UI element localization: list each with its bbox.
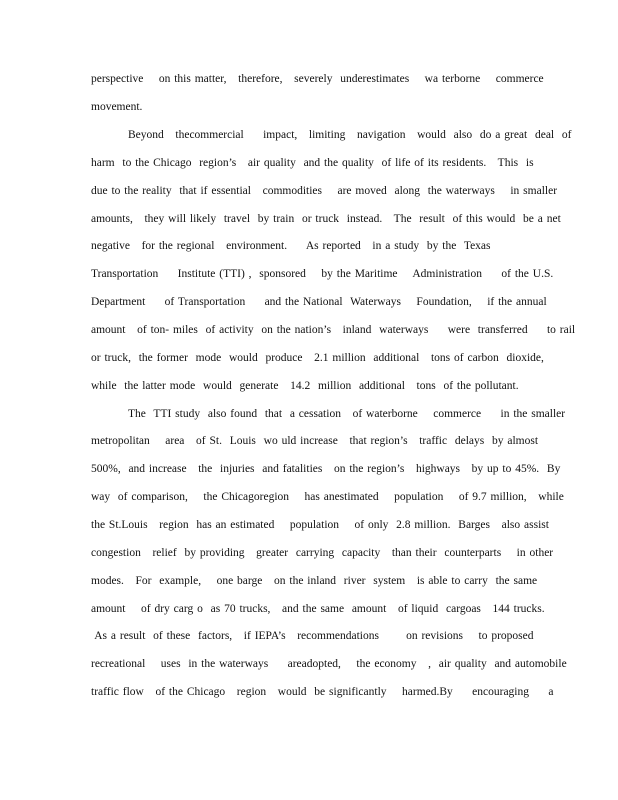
text-line-16: way of comparison, the Chicagoregion has anestimated population of 9.7 million, while	[91, 491, 564, 503]
text-line-22: recreational uses in the waterways areadopted, the economy , air quality and automobile	[91, 658, 567, 670]
text-line-18: congestion relief by providing greater carrying capacity than their counterparts in other	[91, 547, 554, 559]
text-line-23: traffic flow of the Chicago region would be significantly harmed.By encouraging a	[91, 686, 554, 698]
text-line-20: amount of dry carg o as 70 trucks, and the same amount of liquid cargoas 144 trucks.	[91, 603, 545, 615]
text-line-5: due to the reality that if essential commodities are moved along the waterways in smaller	[91, 185, 558, 197]
text-line-9: Department of Transportation and the National Waterways Foundation, if the annual	[91, 296, 547, 308]
text-line-10: amount of ton- miles of activity on the nation’s inland waterways were transferred to rail	[91, 324, 576, 336]
text-line-13: The TTI study also found that a cessation of waterborne commerce in the smaller	[128, 408, 566, 420]
text-line-3: Beyond thecommercial impact, limiting navigation would also do a great deal of	[128, 129, 572, 141]
text-line-17: the St.Louis region has an estimated population of only 2.8 million. Barges also assist	[91, 519, 549, 531]
text-line-2: movement.	[91, 101, 143, 113]
text-line-4: harm to the Chicago region’s air quality and the quality of life of its residents. This is	[91, 157, 534, 169]
text-line-21: As a result of these factors, if IEPA’s recommendations on revisions to proposed	[91, 630, 534, 642]
text-line-12: while the latter mode would generate 14.2 million additional tons of the pollutant.	[91, 380, 519, 392]
text-line-7: negative for the regional environment. As reported in a study by the Texas	[91, 240, 491, 252]
text-line-6: amounts, they will likely travel by train or truck instead. The result of this would be a net	[91, 213, 561, 225]
text-line-1: perspective on this matter, therefore, severely underestimates wa terborne commerce	[91, 73, 544, 85]
text-line-8: Transportation Institute (TTI) , sponsored by the Maritime Administration of the U.S.	[91, 268, 554, 280]
text-line-14: metropolitan area of St. Louis wo uld increase that region’s traffic delays by almost	[91, 435, 539, 447]
text-line-15: 500%, and increase the injuries and fatalities on the region’s highways by up to 45%. By	[91, 463, 561, 475]
text-line-19: modes. For example, one barge on the inland river system is able to carry the same	[91, 575, 538, 587]
text-line-11: or truck, the former mode would produce 2.1 million additional tons of carbon dioxide,	[91, 352, 544, 364]
